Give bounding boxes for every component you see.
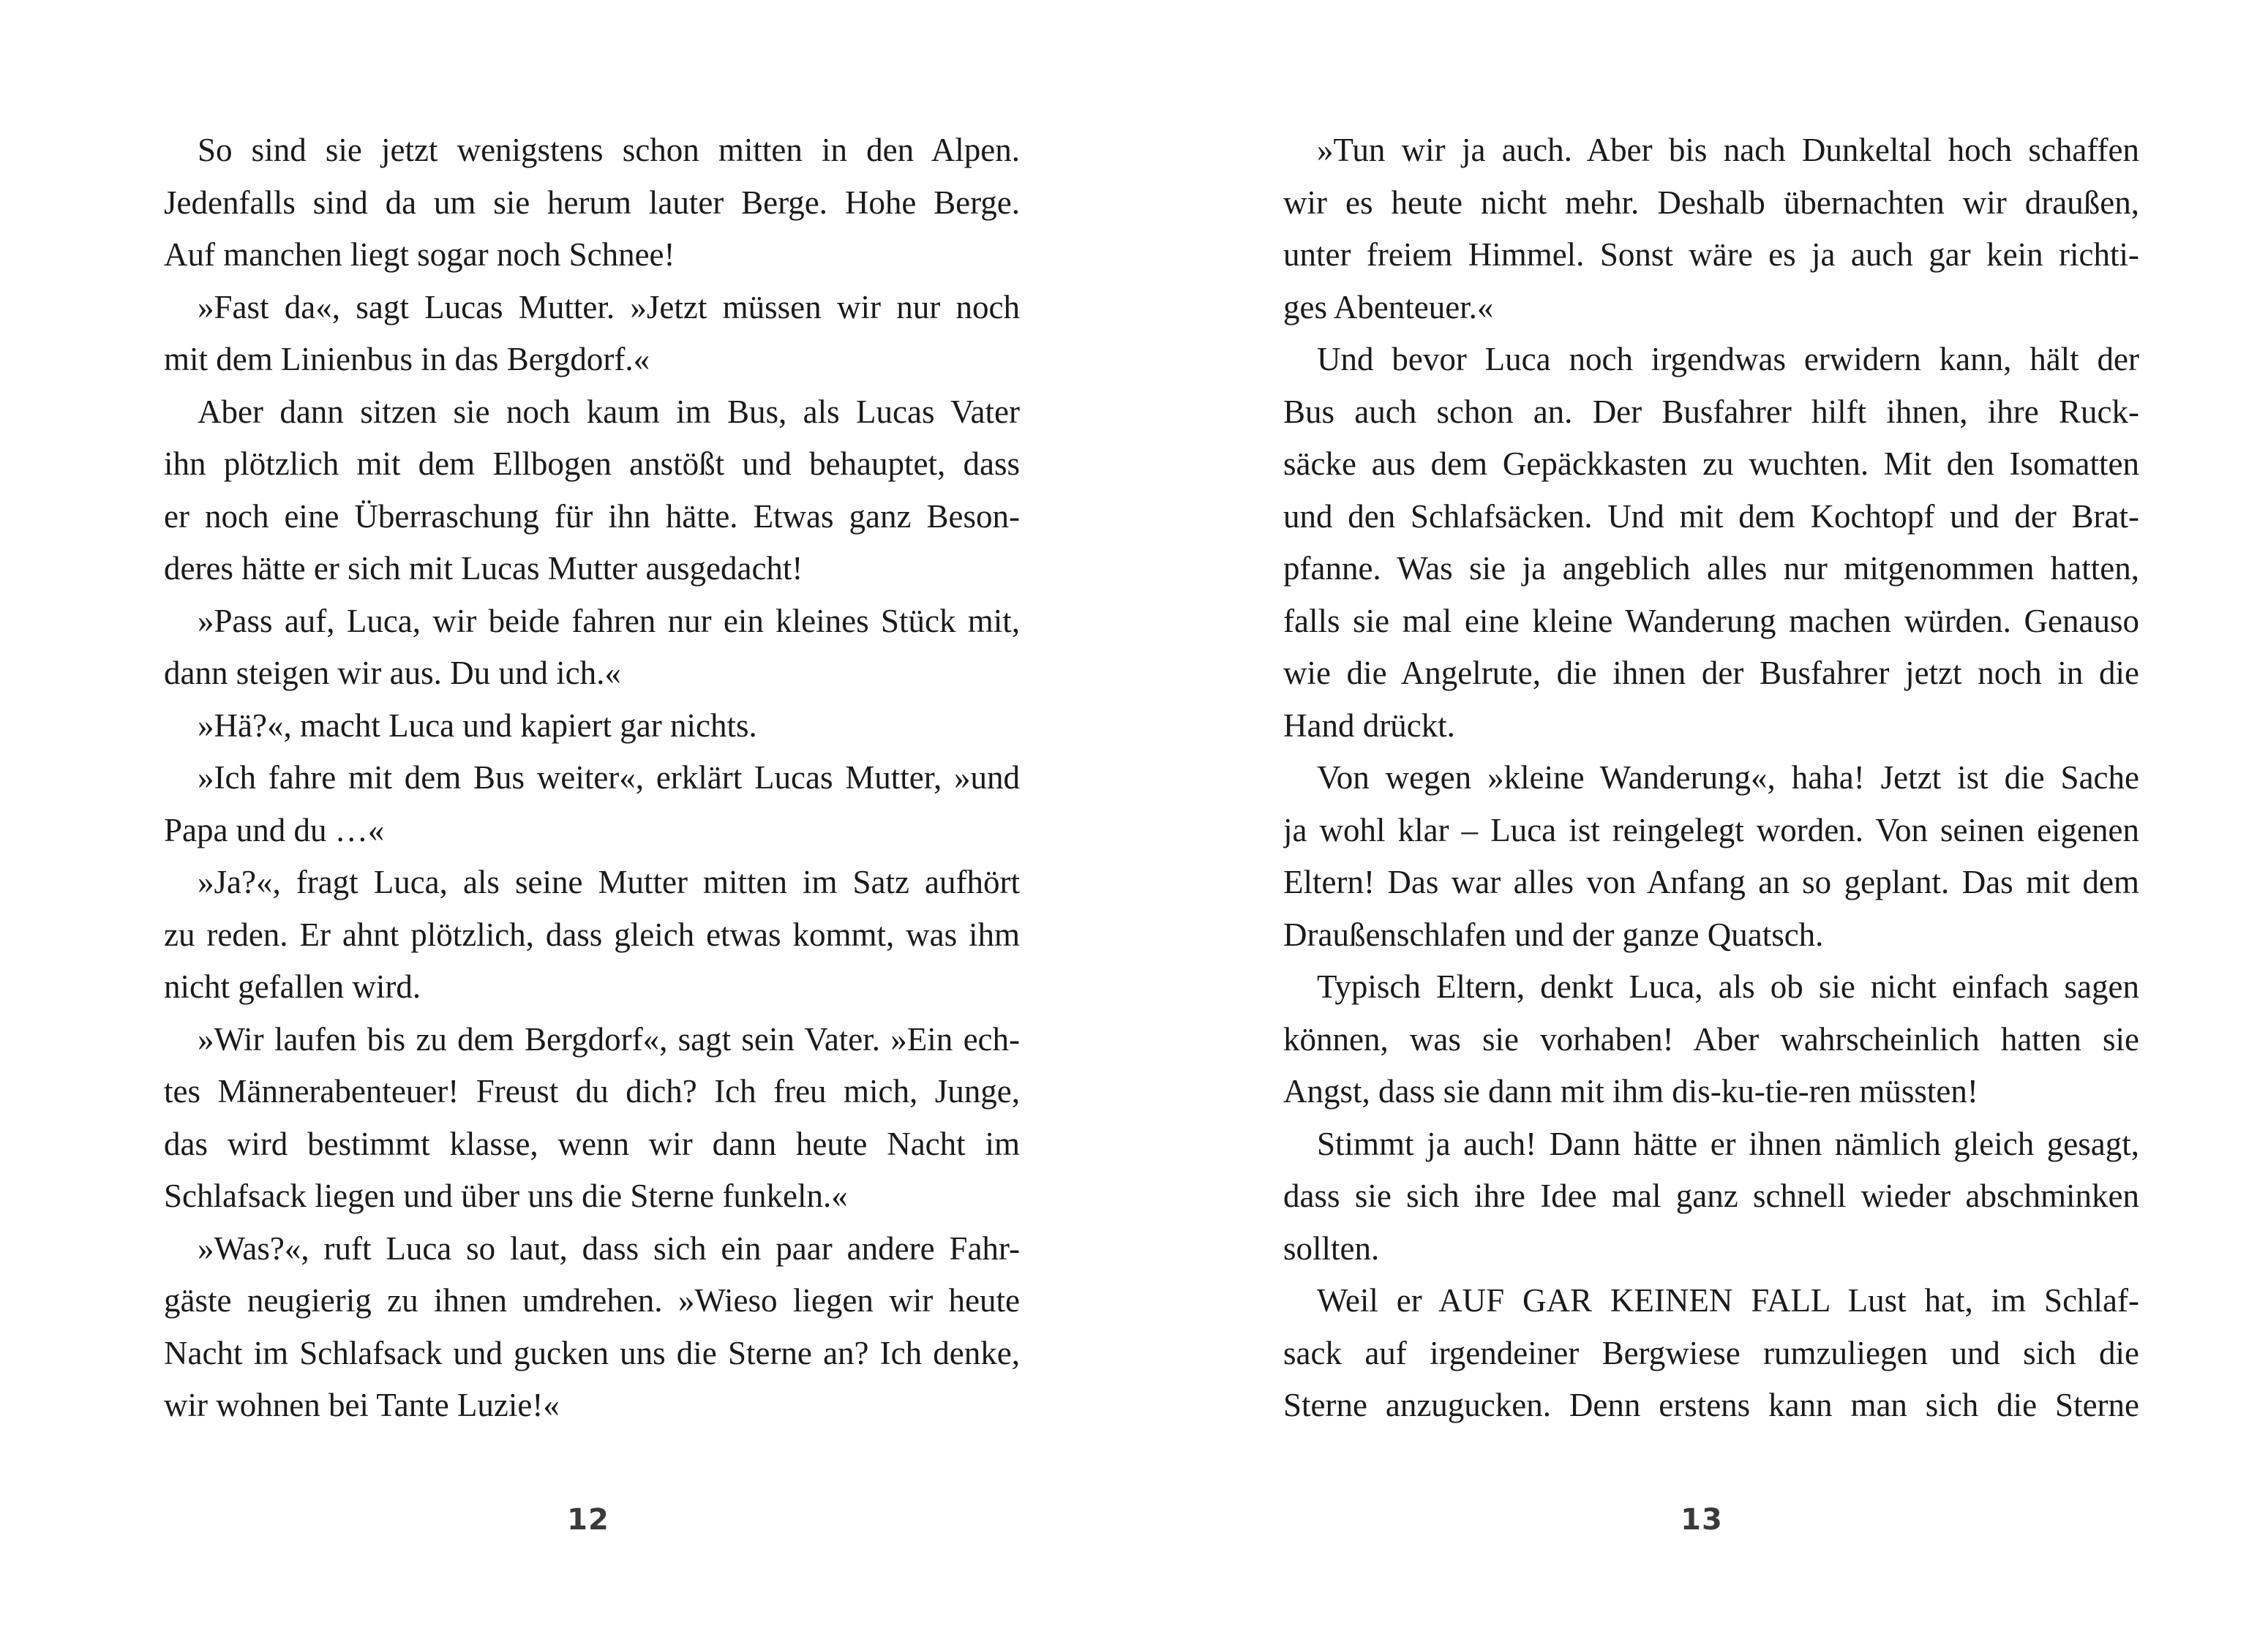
left-page-text <box>164 124 1020 1432</box>
text-line: tes Männerabenteuer! Freust du dich? Ich freu mich, Junge, <box>164 1073 1020 1110</box>
text-line: zu reden. Er ahnt plötzlich, dass gleich etwas kommt, was ihm <box>164 916 1020 953</box>
text-line: deres hätte er sich mit Lucas Mutter ausgedacht! <box>164 550 803 587</box>
text-line: Weil er AUF GAR KEINEN FALL Lust hat, im Schlaf- <box>1317 1282 2139 1319</box>
text-line: Angst, dass sie dann mit ihm dis-ku-tie-ren müssten! <box>1283 1073 1978 1110</box>
text-line: Und bevor Luca noch irgendwas erwidern kann, hält der <box>1317 341 2139 377</box>
text-line: nicht gefallen wird. <box>164 968 421 1005</box>
text-line: er noch eine Überraschung für ihn hätte. Etwas ganz Beson- <box>164 497 1020 535</box>
text-line: ges Abenteuer.« <box>1283 288 1494 325</box>
text-line: wie die Angelrute, die ihnen der Busfahrer jetzt noch in die <box>1283 655 2139 691</box>
text-line: Auf manchen liegt sogar noch Schnee! <box>164 236 675 273</box>
text-line: Typisch Eltern, denkt Luca, als ob sie nicht einfach sagen <box>1317 968 2139 1005</box>
text-line: wir es heute nicht mehr. Deshalb übernachten wir draußen, <box>1283 184 2139 221</box>
text-line: das wird bestimmt klasse, wenn wir dann heute Nacht im <box>164 1125 1020 1162</box>
text-line: »Wir laufen bis zu dem Bergdorf«, sagt sein Vater. »Ein ech- <box>198 1020 1020 1058</box>
page-number-left: 12 <box>567 1503 609 1537</box>
text-line: säcke aus dem Gepäckkasten zu wuchten. Mit den Isomatten <box>1283 445 2139 482</box>
text-line: dass sie sich ihre Idee mal ganz schnell wieder abschminken <box>1283 1178 2139 1214</box>
text-line: Eltern! Das war alles von Anfang an so geplant. Das mit dem <box>1283 864 2139 900</box>
text-line: sack auf irgendeiner Bergwiese rumzuliegen und sich die <box>1283 1334 2139 1371</box>
right-page <box>1283 124 2139 1432</box>
text-line: pfanne. Was sie ja angeblich alles nur mitgenommen hatten, <box>1283 550 2139 587</box>
text-line: Draußenschlafen und der ganze Quatsch. <box>1283 916 1824 953</box>
text-line: Papa und du …« <box>164 811 385 848</box>
text-line: und den Schlafsäcken. Und mit dem Kochtopf und der Brat- <box>1283 497 2139 535</box>
text-line: ihn plötzlich mit dem Ellbogen anstößt und behauptet, dass <box>164 445 1020 482</box>
text-line: »Was?«, ruft Luca so laut, dass sich ein paar andere Fahr- <box>198 1229 1020 1267</box>
right-page-text <box>1283 124 2139 1432</box>
text-line: ja wohl klar – Luca ist reingelegt worden. Von seinen eigenen <box>1283 811 2139 848</box>
text-line: wir wohnen bei Tante Luzie!« <box>164 1387 560 1423</box>
text-line: So sind sie jetzt wenigstens schon mitten in den Alpen. <box>198 132 1020 168</box>
text-line: Jedenfalls sind da um sie herum lauter Berge. Hohe Berge. <box>164 184 1020 221</box>
text-line: falls sie mal eine kleine Wanderung machen würden. Genauso <box>1283 602 2139 639</box>
text-line: Stimmt ja auch! Dann hätte er ihnen nämlich gleich gesagt, <box>1317 1125 2139 1162</box>
text-line: »Hä?«, macht Luca und kapiert gar nichts. <box>198 707 757 744</box>
text-line: Von wegen »kleine Wanderung«, haha! Jetzt ist die Sache <box>1317 759 2139 796</box>
text-line: Aber dann sitzen sie noch kaum im Bus, als Lucas Vater <box>198 393 1020 430</box>
page-number-right: 13 <box>1681 1503 1723 1537</box>
text-line: mit dem Linienbus in das Bergdorf.« <box>164 341 650 377</box>
text-line: »Pass auf, Luca, wir beide fahren nur ein kleines Stück mit, <box>198 602 1020 639</box>
text-line: Bus auch schon an. Der Busfahrer hilft ihnen, ihre Ruck- <box>1283 393 2139 430</box>
text-line: Hand drückt. <box>1283 707 1455 744</box>
text-line: »Tun wir ja auch. Aber bis nach Dunkeltal hoch schaffen <box>1317 132 2139 168</box>
text-line: gäste neugierig zu ihnen umdrehen. »Wieso liegen wir heute <box>164 1282 1020 1319</box>
text-line: sollten. <box>1283 1229 1380 1267</box>
text-line: Nacht im Schlafsack und gucken uns die Sterne an? Ich denke, <box>164 1334 1020 1371</box>
text-line: Sterne anzugucken. Denn erstens kann man sich die Sterne <box>1283 1387 2139 1423</box>
text-line: können, was sie vorhaben! Aber wahrscheinlich hatten sie <box>1283 1020 2139 1058</box>
text-line: Schlafsack liegen und über uns die Sterne funkeln.« <box>164 1178 848 1214</box>
text-line: »Fast da«, sagt Lucas Mutter. »Jetzt müssen wir nur noch <box>198 288 1020 325</box>
text-line: dann steigen wir aus. Du und ich.« <box>164 655 621 691</box>
text-line: »Ich fahre mit dem Bus weiter«, erklärt Lucas Mutter, »und <box>198 759 1020 796</box>
text-line: unter freiem Himmel. Sonst wäre es ja auch gar kein richti- <box>1283 236 2139 273</box>
text-line: »Ja?«, fragt Luca, als seine Mutter mitten im Satz aufhört <box>198 864 1020 900</box>
left-page <box>164 124 1020 1432</box>
